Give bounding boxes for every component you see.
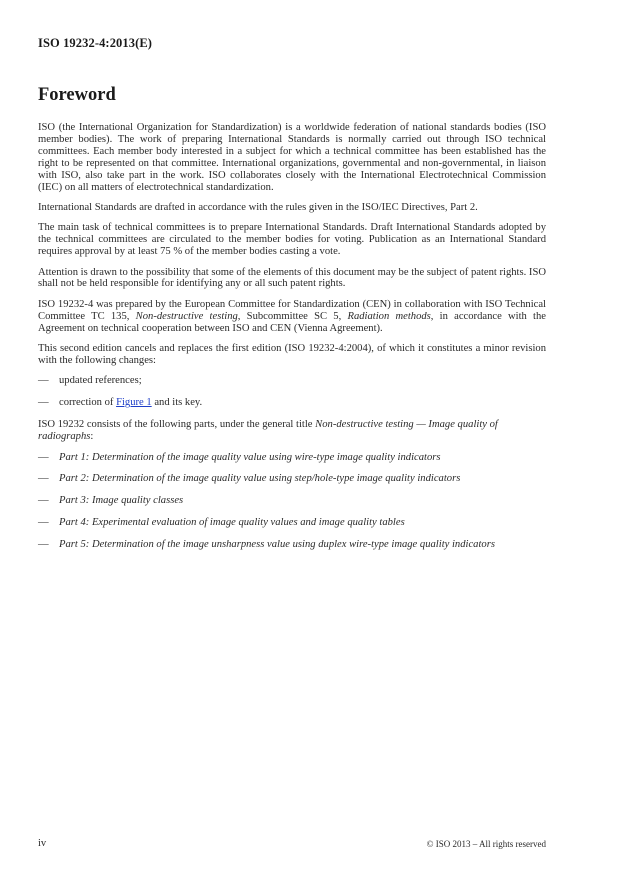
paragraph-directives: International Standards are drafted in accordance with the rules given in the ISO/IEC Directives, Part 2. [38, 201, 478, 213]
preparation-sc-name: Radiation methods [347, 310, 431, 322]
dash-bullet: — [38, 517, 49, 529]
paragraph-technical-committees: The main task of technical committees is to prepare International Standards. Draft International Standards adopted by the technical committees are circulated to the member bodies for voting. Publication as an International Standard requires approval by at least 75 % of the member bodies casting a vote. [38, 222, 546, 258]
change-text: updated references; [59, 375, 142, 387]
parts-intro-text: ISO 19232 consists of the following parts, under the general title [38, 419, 316, 431]
part-title: Part 1: Determination of the image quality value using wire-type image quality indicators [59, 451, 441, 463]
dash-bullet: — [38, 473, 49, 485]
part-list-item [38, 495, 546, 507]
change-text [59, 397, 546, 409]
preparation-text-3: , in accordance with the Agreement on technical cooperation between ISO and CEN (Vienna Agreement). [38, 310, 547, 334]
foreword-body [38, 122, 546, 561]
parts-intro-colon: : [90, 431, 94, 443]
part-title: Part 4: Experimental evaluation of image quality values and image quality tables [59, 517, 405, 529]
paragraph-iso-intro: ISO (the International Organization for Standardization) is a worldwide federation of national standards bodies (ISO member bodies). The work of preparing International Standards is normally carried out through ISO technical committees. Each member body interested in a subject for which a technical committee has been established has the right to be represented on that committee. International organizations, governmental and non-governmental, in liaison with ISO, also take part in the work. ISO collaborates closely with the International Electrotechnical Commission (IEC) on all matters of electrotechnical standardization. [38, 122, 546, 193]
dash-bullet: — [38, 397, 49, 409]
change-item-references [38, 375, 546, 387]
part-list-item [38, 473, 546, 485]
dash-bullet: — [38, 539, 49, 551]
section-title: Foreword [38, 85, 116, 105]
general-title: Non-destructive testing — Image quality of radiographs [38, 419, 498, 443]
preparation-text-1: ISO 19232-4 was prepared by the European Committee for Standardization (CEN) in collaboration with ISO Technical Committee TC 135, [38, 298, 546, 322]
copyright-notice: © ISO 2013 – All rights reserved [426, 839, 546, 849]
paragraph-patent-rights: Attention is drawn to the possibility that some of the elements of this document may be the subject of patent rights. ISO shall not be held responsible for identifying any or all such patent rights. [38, 266, 546, 290]
part-title: Part 2: Determination of the image quality value using step/hole-type image quality indicators [59, 473, 461, 485]
part-title: Part 3: Image quality classes [59, 495, 184, 507]
preparation-tc-name: Non-destructive testing [135, 310, 238, 322]
document-id-header: ISO 19232-4:2013(E) [38, 36, 153, 50]
paragraph-preparation [38, 299, 546, 335]
change-text-suffix: and its key. [151, 397, 203, 409]
part-list-item [38, 452, 546, 464]
page-number: iv [38, 838, 47, 849]
dash-bullet: — [38, 375, 49, 387]
part-list-item [38, 539, 546, 551]
dash-bullet: — [38, 451, 49, 463]
part-list-item [38, 517, 546, 529]
change-text-prefix: correction of [59, 397, 117, 409]
preparation-text-2: , Subcommittee SC 5, [237, 310, 348, 322]
part-title: Part 5: Determination of the image unsharpness value using duplex wire-type image quality indicators [59, 539, 495, 551]
dash-bullet: — [38, 495, 49, 507]
figure-1-link[interactable]: Figure 1 [116, 397, 152, 409]
change-item-figure [38, 397, 546, 409]
paragraph-parts-intro [38, 419, 546, 443]
paragraph-edition: This second edition cancels and replaces the first edition (ISO 19232-4:2004), of which it constitutes a minor revision with the following changes: [38, 343, 546, 366]
